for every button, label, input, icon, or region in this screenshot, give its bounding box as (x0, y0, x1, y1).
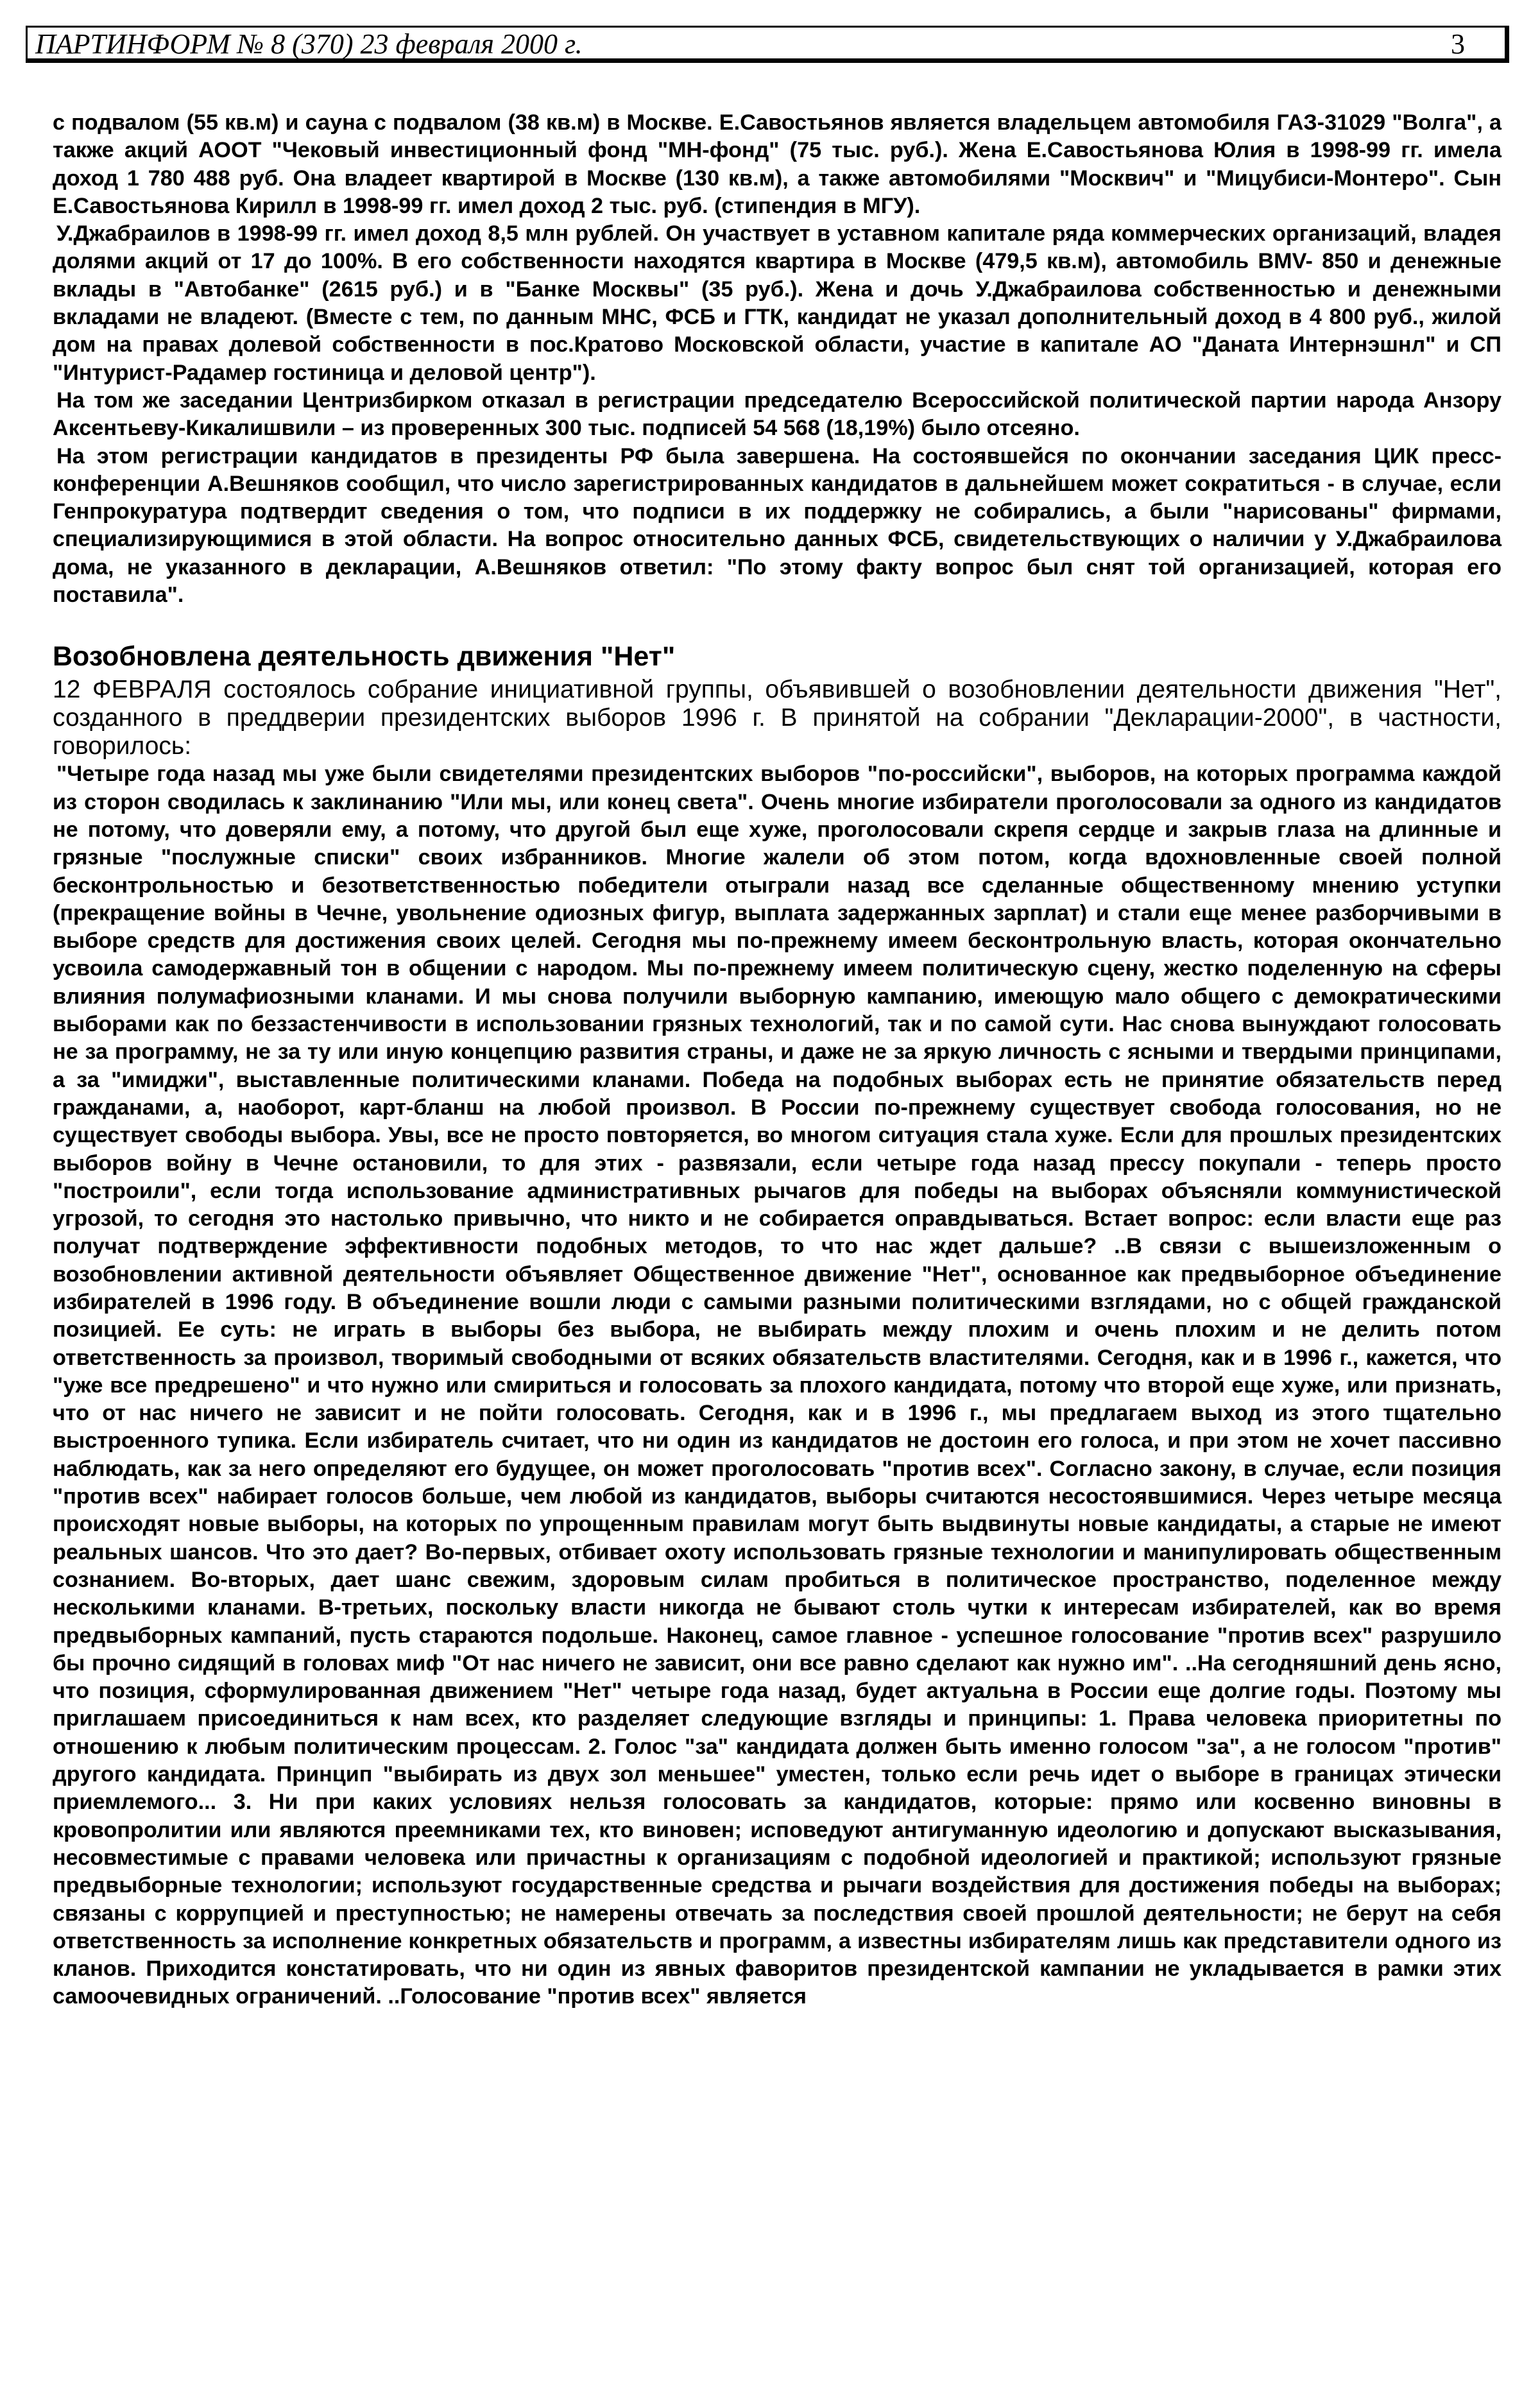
article-headline: Возобновлена деятельность движения "Нет" (53, 641, 676, 673)
page-number: 3 (1451, 28, 1465, 60)
paragraph: На этом регистрации кандидатов в президенты РФ была завершена. На состоявшейся по окончании заседания ЦИК пресс-конференции А.Вешняков сообщил, что число зарегистрированных кандидатов в дальнейшем может сократиться - в случае, если Генпрокуратура подтвердит сведения о том, что подписи в их поддержку не собирались, а были "нарисованы" фирмами, специализирующимися в этой области. На вопрос относительно данных ФСБ, свидетельствующих о наличии у У.Джабраилова дома, не указанного в декларации, А.Вешняков ответил: "По этому факту вопрос был снят той организацией, которая его поставила". (53, 443, 1502, 608)
article-intro: 12 ФЕВРАЛЯ состоялось собрание инициативной группы, объявившей о возобновлении деятельности движения "Нет", созданного в преддверии президентских выборов 1996 г. В принятой на собрании "Декларации-2000", в частности, говорилось: (53, 676, 1502, 760)
page-header (26, 26, 1509, 63)
paragraph: На том же заседании Центризбирком отказал в регистрации председателю Всероссийской политической партии народа Анзору Аксентьеву-Кикалишвили – из проверенных 300 тыс. подписей 54 568 (18,19%) было отсеяно. (53, 388, 1502, 441)
declaration-quote: "Четыре года назад мы уже были свидетелями президентских выборов "по-российски", выборов, на которых программа каждой из сторон сводилась к заклинанию "Или мы, или конец света". Очень многие избиратели проголосовали за одного из кандидатов не потому, что доверяли ему, а потому, что другой был еще хуже, проголосовали скрепя сердце и закрыв глаза на длинные и грязные "послужные списки" своих избранников. Многие жалели об этом потом, когда вдохновленные своей полной бесконтрольностью и безответственностью победители отыграли назад все сделанные общественному мнению уступки (прекращение войны в Чечне, увольнение одиозных фигур, выплата задержанных зарплат) и стали еще менее разборчивыми в выборе средств для достижения своих целей. Сегодня мы по-прежнему имеем бесконтрольную власть, которая окончательно усвоила самодержавный тон в общении с народом. Мы по-прежнему имеем политическую сцену, жестко поделенную на сферы влияния полумафиозными кланами. И мы снова получили выборную кампанию, имеющую мало общего с демократическими выборами как по беззастенчивости в использовании грязных технологий, так и по самой сути. Нас снова вынуждают голосовать не за программу, не за ту или иную концепцию развития страны, и даже не за яркую личность с ясными и твердыми принципами, а за "имиджи", выставленные политическими кланами. Победа на подобных выборах есть не принятие обязательств перед гражданами, а, наоборот, карт-бланш на любой произвол. В России по-прежнему существует свобода голосования, но не существует свободы выбора. Увы, все не просто повторяется, во многом ситуация стала хуже. Если для прошлых президентских выборов войну в Чечне остановили, то для этих - развязали, если четыре года назад прессу покупали - теперь просто "построили", если тогда использование административных рычагов для победы на выборах объясняли коммунистической угрозой, то сегодня это настолько привычно, что никто и не собирается оправдываться. Встает вопрос: если власти еще раз получат подтверждение эффективности подобных методов, то что нас ждет дальше? ..В связи с вышеизложенным о возобновлении активной деятельности объявляет Общественное движение "Нет", основанное как предвыборное объединение избирателей в 1996 году. В объединение вошли люди с самыми разными политическими взглядами, но с общей гражданской позицией. Ее суть: не играть в выборы без выбора, не выбирать между плохим и очень плохим и не делить потом ответственность за произвол, творимый свободными от всяких обязательств властителями. Сегодня, как и в 1996 г., кажется, что "уже все предрешено" и что нужно или смириться и голосовать за плохого кандидата, потому что второй еще хуже, или признать, что от нас ничего не зависит и не пойти голосовать. Сегодня, как и в 1996 г., мы предлагаем выход из этого тщательно выстроенного тупика. Если избиратель считает, что ни один из кандидатов не достоин его голоса, и при этом не хочет пассивно наблюдать, как за него определяют его будущее, он может проголосовать "против всех". Согласно закону, в случае, если позиция "против всех" набирает голосов больше, чем любой из кандидатов, выборы считаются несостоявшимися. Через четыре месяца происходят новые выборы, на которых по упрощенным правилам могут быть выдвинуты новые кандидаты, а старые не имеют реальных шансов. Что это дает? Во-первых, отбивает охоту использовать грязные технологии и манипулировать общественным сознанием. Во-вторых, дает шанс свежим, здоровым силам пробиться в политическое пространство, поделенное между несколькими кланами. В-третьих, поскольку власти никогда не бывают столь чутки к интересам избирателей, как во время предвыборных кампаний, пусть стараются подольше. Наконец, самое главное - успешное голосование "против всех" разрушило бы прочно сидящий в головах миф "От нас ничего не зависит, они все равно сделают как нужно им". ..На сегодняшний день ясно, что позиция, сформулированная движением "Нет" четыре года назад, будет актуальна в России еще долгие годы. Поэтому мы приглашаем присоединиться к нам всех, кто разделяет следующие взгляды и принципы: 1. Права человека приоритетны по отношению к любым политическим процессам. 2. Голос "за" кандидата должен быть именно голосом "за", а не голосом "против" другого кандидата. Принцип "выбирать из двух зол меньшее" уместен, только если речь идет о выборе в границах этически приемлемого... 3. Ни при каких условиях нельзя голосовать за кандидатов, которые: прямо или косвенно виновны в кровопролитии или являются преемниками тех, кто виновен; исповедуют антигуманную идеологию и допускают высказывания, несовместимые с правами человека или причастны к организациям с подобной идеологией и практикой; используют грязные предвыборные технологии; используют государственные средства и рычаги воздействия для достижения победы на выборах; связаны с коррупцией и преступностью; не намерены отвечать за последствия своей прошлой деятельности; не берут на себя ответственность за исполнение конкретных обязательств и программ, а известны избирателям лишь как представители одного из кланов. Приходится констатировать, что ни один из явных фаворитов президентской кампании не укладывается в рамки этих самоочевидных ограничений. ..Голосование "против всех" является (53, 762, 1502, 2009)
paragraph: У.Джабраилов в 1998-99 гг. имел доход 8,5 млн рублей. Он участвует в уставном капитале ряда коммерческих организаций, владея долями акций от 17 до 100%. В его собственности находятся квартира в Москве (479,5 кв.м), автомобиль BMV- 850 и денежные вклады в "Автобанке" (2615 руб.) и в "Банке Москвы" (35 руб.). Жена и дочь У.Джабраилова собственностью и денежными вкладами не владеют. (Вместе с тем, по данным МНС, ФСБ и ГТК, кандидат не указал дополнительный доход в 4 800 руб., жилой дом на правах долевой собственности в пос.Кратово Московской области, участие в капитале АО "Даната Интернэшнл" и СП "Интурист-Радамер гостиница и деловой центр"). (53, 221, 1502, 385)
article-continued (53, 109, 1502, 609)
article-net-movement (53, 641, 1502, 2010)
paragraph: с подвалом (55 кв.м) и сауна с подвалом (38 кв.м) в Москве. Е.Савостьянов является владельцем автомобиля ГАЗ-31029 "Волга", а также акций АООТ "Чековый инвестиционный фонд "МН-фонд" (75 тыс. руб.). Жена Е.Савостьянова Юлия в 1998-99 гг. имела доход 1 780 488 руб. Она владеет квартирой в Москве (130 кв.м), а также автомобилями "Москвич" и "Мицубиси-Монтеро". Сын Е.Савостьянова Кирилл в 1998-99 гг. имел доход 2 тыс. руб. (стипендия в МГУ). (53, 110, 1502, 218)
page-body (53, 109, 1502, 2011)
publication-title: ПАРТИНФОРМ № 8 (370) 23 февраля 2000 г. (35, 28, 583, 60)
